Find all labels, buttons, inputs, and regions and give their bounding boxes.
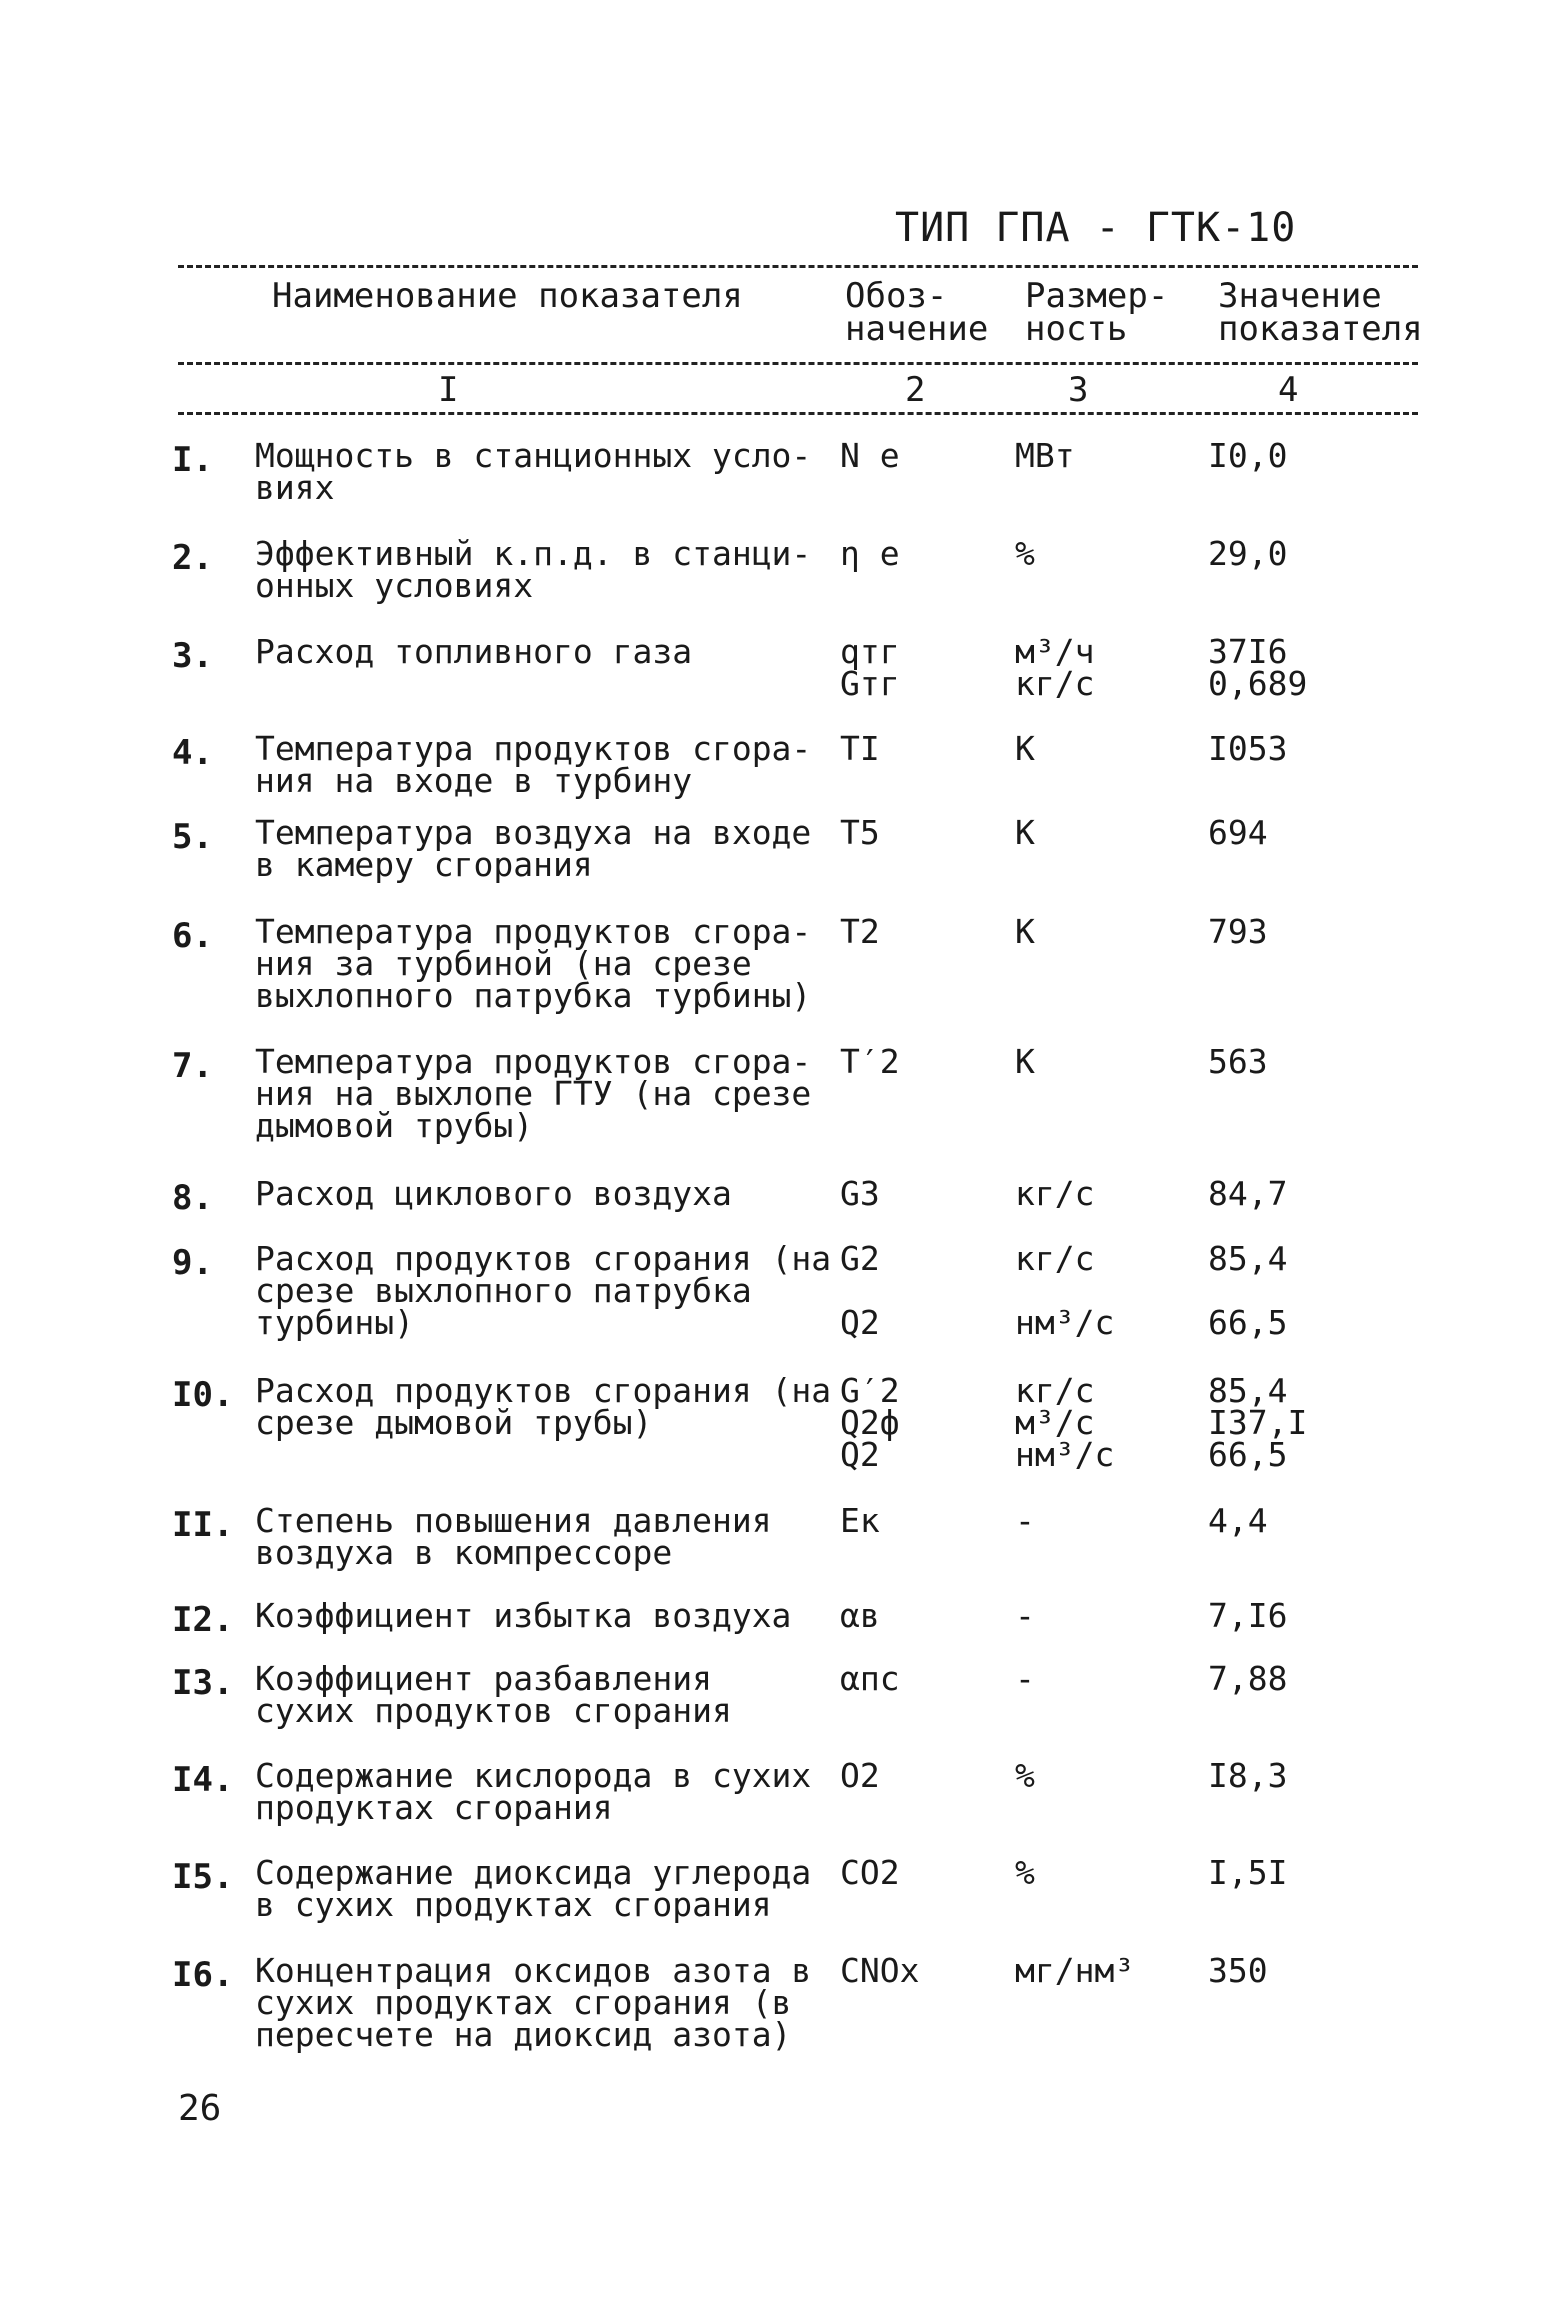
row-number: I. — [172, 440, 213, 480]
row-name: Расход продуктов сгорания (на срезе дымовой трубы) — [255, 1371, 832, 1442]
row-number: 2. — [172, 538, 213, 578]
row-number: I2. — [172, 1600, 234, 1640]
row-name: Содержание диоксида углерода в сухих продуктах сгорания — [255, 1853, 812, 1924]
row-symbol: αпс — [840, 1659, 900, 1698]
row-name: Эффективный к.п.д. в станци- онных условиях — [255, 534, 812, 605]
row-unit: % — [1015, 1853, 1035, 1892]
row-unit: % — [1015, 534, 1035, 573]
row-number: I6. — [172, 1955, 234, 1995]
row-name: Содержание кислорода в сухих продуктах сгорания — [255, 1756, 812, 1827]
row-number: I4. — [172, 1760, 234, 1800]
row-number: 6. — [172, 916, 213, 956]
row-symbol: αв — [840, 1596, 880, 1635]
row-value: 563 — [1208, 1042, 1268, 1081]
row-name: Коэффициент избытка воздуха — [255, 1596, 792, 1635]
row-symbol: T5 — [840, 813, 880, 852]
row-name: Степень повышения давления воздуха в компрессоре — [255, 1501, 772, 1572]
row-unit: - — [1015, 1596, 1035, 1635]
row-value: 7,I6 — [1208, 1596, 1288, 1635]
row-symbol: Eк — [840, 1501, 880, 1540]
row-name: Мощность в станционных усло- виях — [255, 436, 812, 507]
row-number: 8. — [172, 1178, 213, 1218]
row-symbol: O2 — [840, 1756, 880, 1795]
row-unit: К — [1015, 912, 1035, 951]
column-number-4: 4 — [1278, 370, 1299, 410]
row-value: 350 — [1208, 1951, 1268, 1990]
row-value: 29,0 — [1208, 534, 1288, 573]
row-symbol: G′2 Q2ф Q2 — [840, 1371, 900, 1474]
row-value: 694 — [1208, 813, 1268, 852]
page-number: 26 — [178, 2088, 222, 2129]
row-symbol: T′2 — [840, 1042, 900, 1081]
row-number: I5. — [172, 1857, 234, 1897]
row-unit: К — [1015, 813, 1035, 852]
header-bottom-rule — [178, 412, 1418, 415]
row-value: 85,4 66,5 — [1208, 1239, 1288, 1342]
row-unit: К — [1015, 729, 1035, 768]
row-name: Расход топливного газа — [255, 632, 693, 671]
row-symbol: CO2 — [840, 1853, 900, 1892]
row-number: 7. — [172, 1046, 213, 1086]
header-value: Значение показателя — [1218, 276, 1423, 349]
row-unit: - — [1015, 1659, 1035, 1698]
row-name: Температура продуктов сгора- ния на входе в турбину — [255, 729, 812, 800]
row-name: Концентрация оксидов азота в сухих продуктах сгорания (в пересчете на диоксид азота) — [255, 1951, 812, 2054]
column-number-2: 2 — [905, 370, 926, 410]
header-unit: Размер- ность — [1025, 276, 1169, 349]
row-symbol: N е — [840, 436, 900, 475]
row-symbol: T2 — [840, 912, 880, 951]
row-value: 37I6 0,689 — [1208, 632, 1308, 703]
row-symbol: qтг Gтг — [840, 632, 900, 703]
row-symbol: TI — [840, 729, 880, 768]
row-number: 4. — [172, 733, 213, 773]
row-value: 85,4 I37,I 66,5 — [1208, 1371, 1308, 1474]
row-value: I8,3 — [1208, 1756, 1288, 1795]
row-value: 4,4 — [1208, 1501, 1268, 1540]
row-unit: м³/ч кг/с — [1015, 632, 1095, 703]
row-number: II. — [172, 1505, 234, 1545]
row-unit: МВт — [1015, 436, 1075, 475]
row-unit: мг/нм³ — [1015, 1951, 1135, 1990]
header-name: Наименование показателя — [272, 276, 743, 316]
column-number-3: 3 — [1068, 370, 1089, 410]
row-name: Температура продуктов сгора- ния за турбиной (на срезе выхлопного патрубка турбины) — [255, 912, 812, 1015]
row-number: I0. — [172, 1375, 234, 1415]
row-value: 793 — [1208, 912, 1268, 951]
row-value: I053 — [1208, 729, 1288, 768]
row-symbol: η е — [840, 534, 900, 573]
row-name: Расход циклового воздуха — [255, 1174, 732, 1213]
row-value: 84,7 — [1208, 1174, 1288, 1213]
row-value: I,5I — [1208, 1853, 1288, 1892]
row-unit: % — [1015, 1756, 1035, 1795]
row-name: Коэффициент разбавления сухих продуктов сгорания — [255, 1659, 732, 1730]
row-value: I0,0 — [1208, 436, 1288, 475]
row-unit: кг/с м³/с нм³/с — [1015, 1371, 1115, 1474]
row-unit: кг/с нм³/с — [1015, 1239, 1115, 1342]
row-unit: кг/с — [1015, 1174, 1095, 1213]
row-symbol: CNOx — [840, 1951, 920, 1990]
row-number: 5. — [172, 817, 213, 857]
column-number-1: I — [438, 370, 459, 410]
row-number: 3. — [172, 636, 213, 676]
header-mid-rule — [178, 362, 1418, 365]
row-number: 9. — [172, 1243, 213, 1283]
row-symbol: G3 — [840, 1174, 880, 1213]
header-top-rule — [178, 265, 1418, 268]
row-unit: - — [1015, 1501, 1035, 1540]
row-name: Расход продуктов сгорания (на срезе выхлопного патрубка турбины) — [255, 1239, 832, 1342]
row-unit: К — [1015, 1042, 1035, 1081]
document-title: ТИП ГПА - ГТК-10 — [895, 205, 1297, 251]
row-name: Температура воздуха на входе в камеру сгорания — [255, 813, 812, 884]
row-symbol: G2 Q2 — [840, 1239, 880, 1342]
row-number: I3. — [172, 1663, 234, 1703]
header-symbol: Обоз- начение — [845, 276, 989, 349]
row-value: 7,88 — [1208, 1659, 1288, 1698]
row-name: Температура продуктов сгора- ния на выхлопе ГТУ (на срезе дымовой трубы) — [255, 1042, 812, 1145]
